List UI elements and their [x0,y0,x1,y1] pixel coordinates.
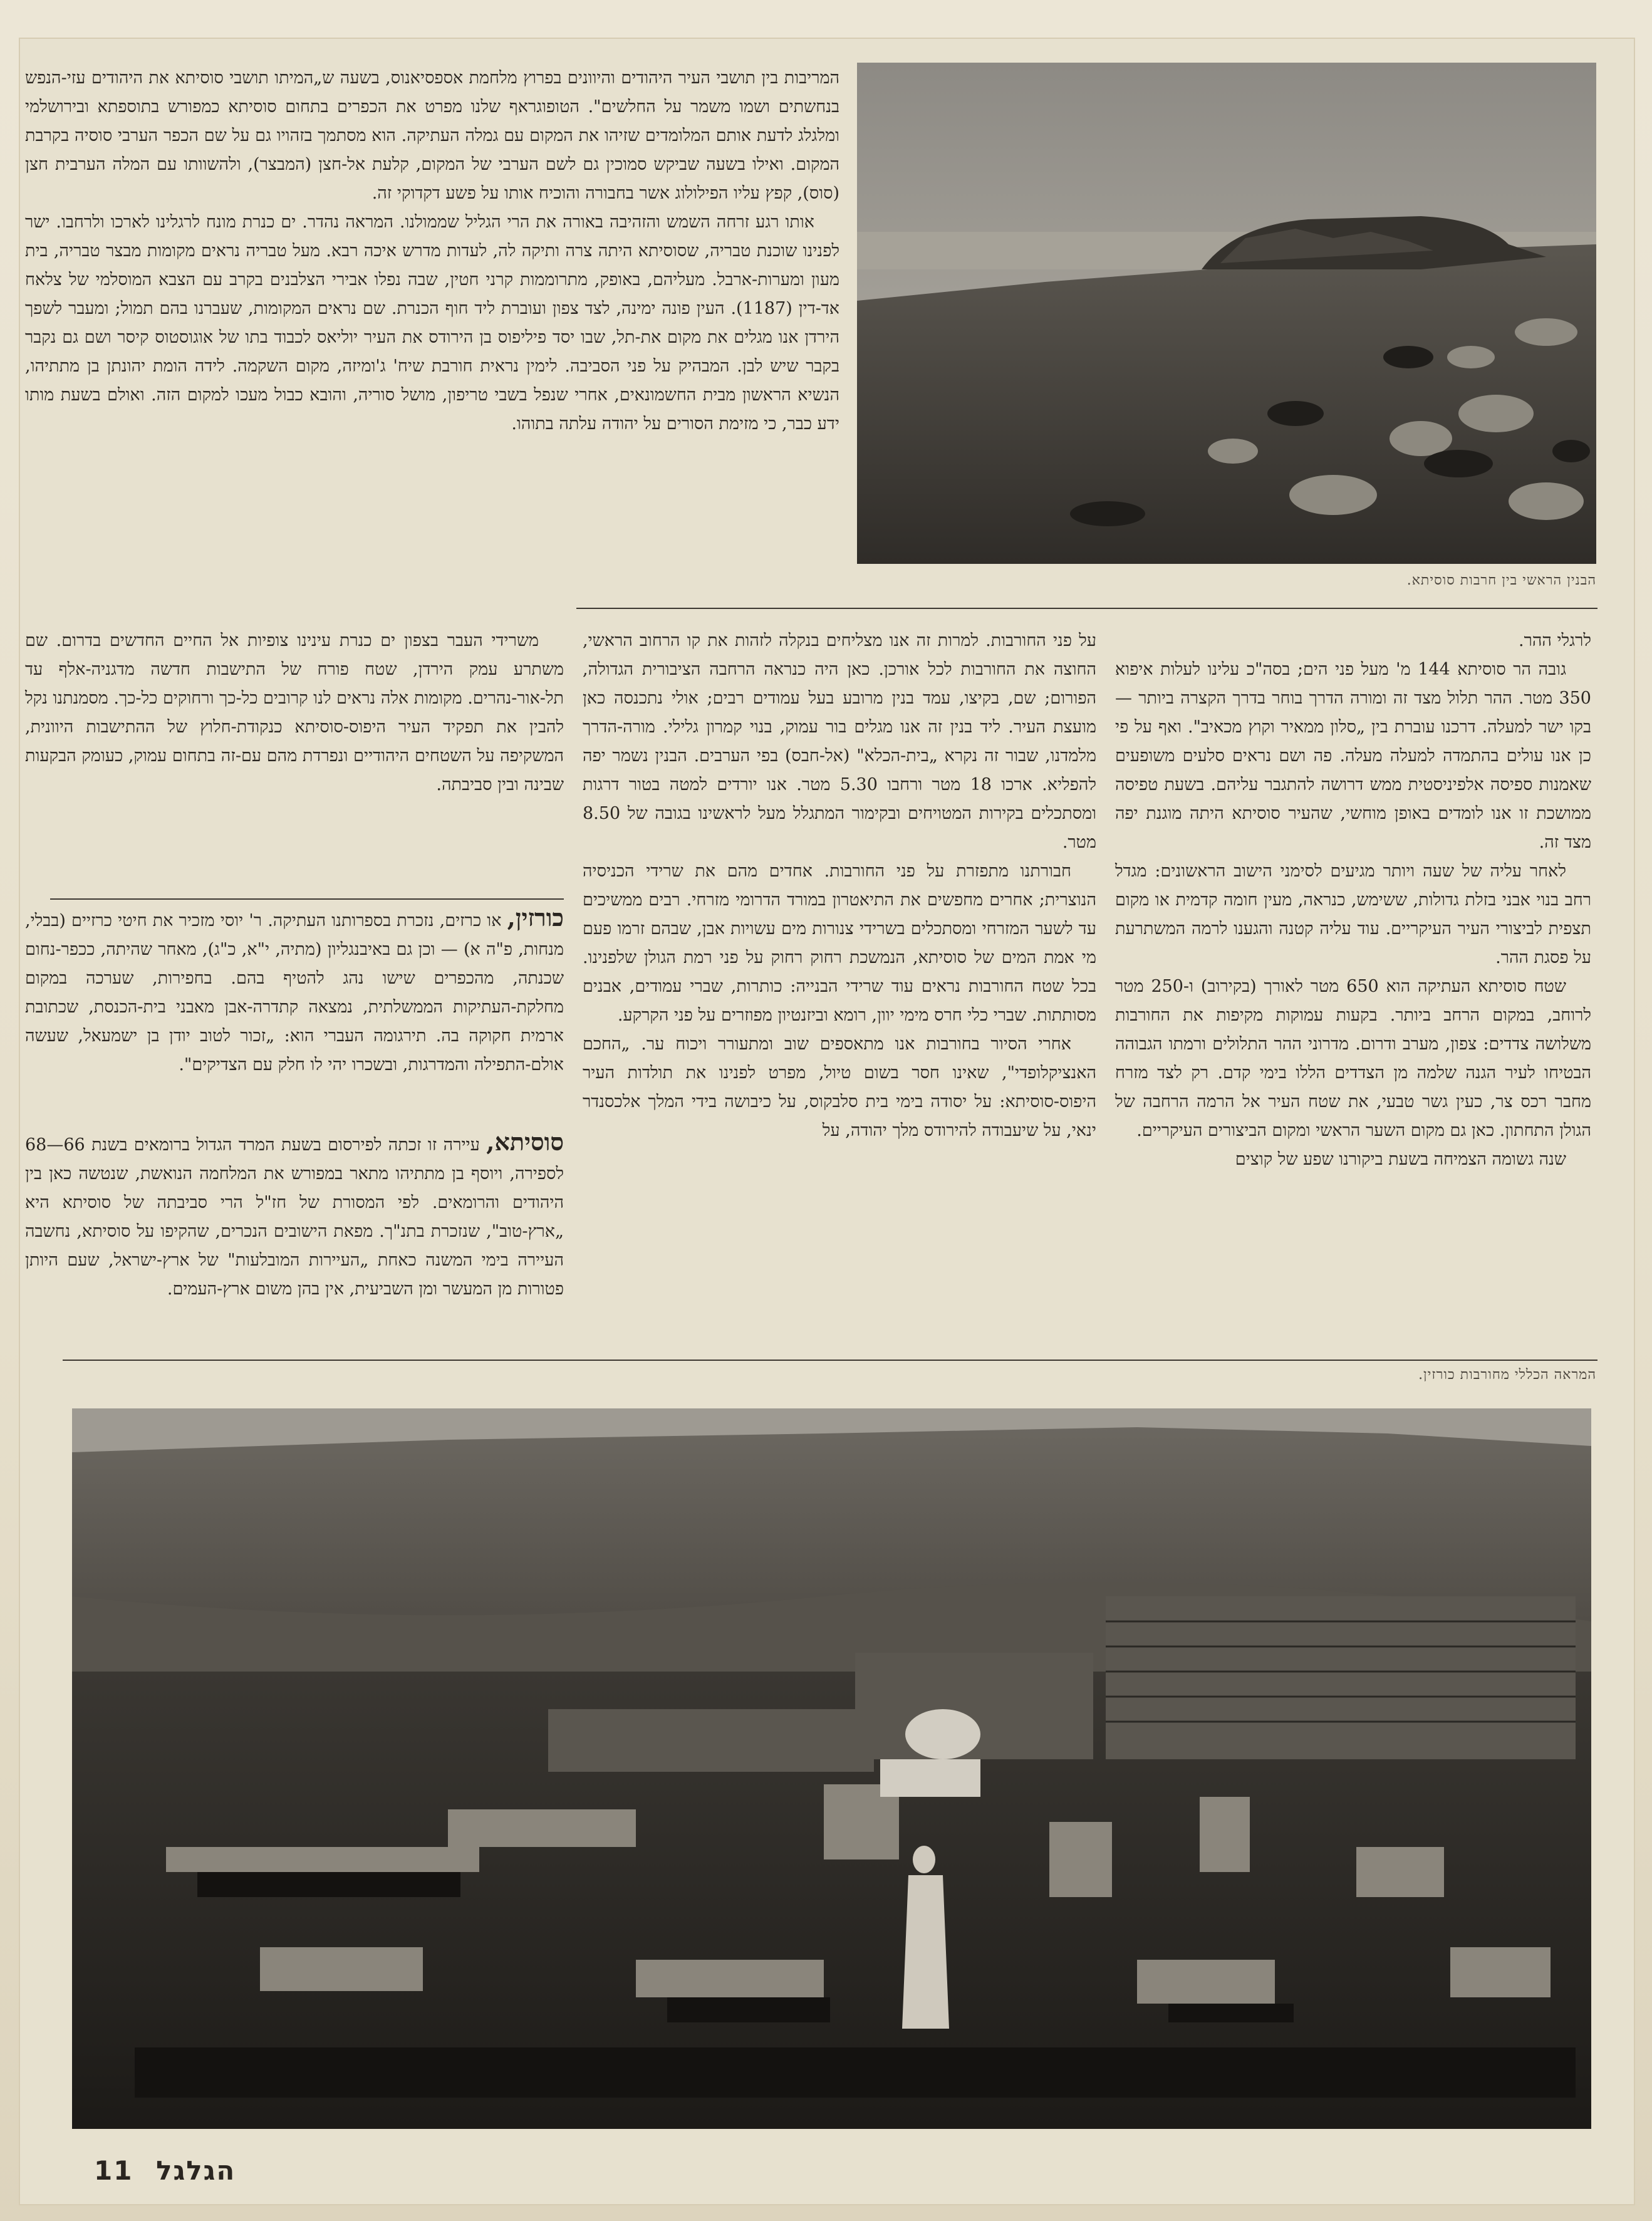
korazin-ruins-photo [72,1408,1591,2129]
page-number: 11 [94,2155,133,2186]
page-folio [94,2155,236,2186]
right-paragraph-3: לאחר עליה של שעה ויותר מגיעים לסימני הישוב הראשונים: מגדל רחב בנוי אבני בזלת גדולות, ששימש, כנראה, מעין חומה קדמית או מקום תצפית לביצורי העיר העיקריים. עוד עליה קטנה והגענו לרמה המשתרעת על פסגת ההר. [1115,861,1591,967]
right-paragraph-4: שטח סוסיתא העתיקה הוא 650 מטר לאורך (בקירוב) ו-250 מטר לרוחב, במקום הרחב ביותר. בקעות עמוקות מקיפות את החורבות משלושה צדדים: צפון, מערב ודרום. מדרוני ההר התלולים ורמתו הגבוהה הבטיחו לעיר הגנה שלמה מן הצדדים הללו בימי קדם. רק לצד מזרח מחבר רכס צר, כעין גשר טבעי, את שטח העיר אל הרמה הרחבה של הגולן התחתון. כאן גם מקום השער הראשי ומקום הביצורים העיקריים. [1115,977,1591,1140]
left-lower-column [25,627,564,902]
susita-title: סוסיתא, [486,1128,564,1156]
middle-paragraph-2: חבורתנו מתפזרת על פני החורבות. אחדים מהם את שרידי הכניסיה הנוצרית; אחרים מחפשים את התיאטרון במורד הדרומי מזרחי. רבים ממשיכים עד לשער המזרחי ומסתכלים בשרידי צנורות מים עשויות אבן, שבהם זרמו פעם מי אמת המים של סוסיתא, הנמשכת רחוק רחוק על פני רמת הגולן שלפנינו. בכל שטח החורבות נראים עוד שרידי הבנייה: כותרות, שברי עמודים, אבנים מסותתות. שברי כלי חרס מימי יוון, רומא וביזנטיון מפוזרים על פני הקרקע. [583,861,1096,1025]
susita-entry [25,1128,564,1341]
susita-ruins-image [857,63,1596,564]
right-paragraph-5: שנה גשומה הצמיחה בשעת ביקורנו שפע של קוצים [1235,1150,1566,1169]
intro-paragraph-2: אותו רגע זרחה השמש והזהיבה באורה את הרי הגליל שממולנו. המראה נהדר. ים כנרת מונח לרגלינו לארכו ולרחבו. ישר לפנינו שוכנת טבריה, שסוסיתא היתה צרה ותיקה לה, לעדות מדרש איכה רבא. מעל טבריה נראים מקומות מבצר טבריה, בית מעון ומערות-ארבל. מעליהם, באופק, מתרוממות קרני חטין, שבה נפלו אבירי הצלבנים בקרב עם הצבא המוסלמי של צלאח אד-דין (1187). העין פונה ימינה, לצד צפון ועוברת ליד חוף הכנרת. שם נראים המקומות, שעברנו בהם תמול; ומעבר לשפך הירדן אנו מגלים את מקום את-תל, שבו יסד פיליפוס בן הירודס את העיר יוליאס לכבוד בתו של אוגוסטוס קיסר ושם גם נקבר בקבר שיש לבן. המבהיק על פני הסביבה. לימין נראית חורבת שיח' ג'ומיזה, מקום השקמה. לידה הומת יהונתן בן מתתיהו, הנשיא הראשון מבית החשמונאים, אחרי שנפל בשבי טריפון, מושל סוריה, והובא כבול מעכו למקום הזה. ואולם בשעת מותו ידע כבר, כי מזימת הסורים על יהודה עלתה בתוהו. [25,212,839,434]
intro-paragraph-1: המריבות בין תושבי העיר היהודים והיוונים בפרוץ מלחמת אספסיאנוס, בשעה ש„המיתו תושבי סוסיתא את היהודים עזי-הנפש בנחשתים ושמו משמר על החלשים". הטופוגראף שלנו מפרט את הכפרים בתחום סוסיתא כמפורש בתוספתא ובירושלמי ומלגלג לדעת אותם המלומדים שזיהו את המקום עם גמלה העתיקה. הוא מסתמך בזהויו גם על שם הכפר הערבי סוסיה בקרבת המקום. ואילו בשעה שביקש סמוכין גם לשם הערבי של המקום, קלעת אל-חצן (המבצר), ולהשוותו עם המלה הערבית חצן (סוס), קפץ עליו הפילולוג אשר בחבורה והוכיח אותו על פשע דקדוקי זה. [25,68,839,203]
susita-text: עיירה זו זכתה לפירסום בשעת המרד הגדול ברומאים בשנת 66—68 לספירה, ויוסף בן מתתיהו מתאר במפורש את המלחמה הנואשת, שנטשה כאן בין היהודים והרומאים. לפי המסורת של חז"ל הרי סביבתה של סוסיתא היא „ארץ-טוב", שנזכרת בתנ"ך. מפאת הישובים הנכרים, שהקיפו על סוסיתא, נחשבה העיירה בימי המשנה כאחת „העיירות המובלעות" של ארץ-ישראל, שעם היותן פטורות מן המעשר ומן השביעית, אין בהן משום ארץ-העמים. [25,1135,564,1299]
right-text-column [1115,627,1591,1341]
korazin-ruins-image [72,1408,1591,2129]
top-rule [576,608,1597,609]
magazine-name: הגלגל [156,2155,236,2186]
bottom-rule [63,1360,1597,1361]
entries-rule [50,898,564,900]
right-paragraph-2: גובה הר סוסיתא 144 מ' מעל פני הים; בסה"כ עלינו לעלות איפוא 350 מטר. ההר תלול מצד זה ומורה הדרך בוחר בדרך הקצרה ביותר — בקו ישר למעלה. דרכנו עוברת בין „סלון ממאיר וקוץ מכאיב". ואף על פי כן אנו עולים בהתמדה למעלה מעלה. פה ושם נראים סלעים משופעים שאמנות ספיסה אלפיניסטית ממש דרושה להתגבר עליהם. בשעת טפיסה ממושכת זו אנו לומדים באופן מוחשי, שהעיר סוסיתא היתה מוגנת יפה מצד זה. [1115,660,1591,852]
middle-paragraph-1: על פני החורבות. למרות זה אנו מצליחים בנקלה לזהות את קו הרחוב הראשי, החוצה את החורבות לכל אורכן. כאן היה כנראה הרחבה הציבורית הגדולה, הפורום; שם, בקיצו, עמד בנין מרובע בעל עמודים רבים; אולי נתכנסה כאן מועצת העיר. ליד בנין זה אנו מגלים בור עמוק, בנוי קמרון גלילי. מורה-הדרך מלמדנו, שבור זה נקרא „בית-הכלא" (אל-חבס) בפי הערבים. הבנין נשמר יפה להפליא. ארכו 18 מטר ורחבו 5.30 מטר. אנו יורדים למטה בטור דרגות ומסתכלים בקירות המטויחים ובקימור המתגלל מעל לראשינו בגובה של 8.50 מטר. [583,631,1096,852]
korazin-text: או כרזים, נזכרת בספרותנו העתיקה. ר' יוסי מזכיר את חיטי כרזיים (בבלי, מנחות, פ"ה א) — וכן גם באיבנגליון (מתיה, י"א, כ"ג), מאחר שהיתה, ככפר-נחום שכנתה, מהכפרים שישו נהג להטיף בהם. בחפירות, שערכה במקום מחלקת-העתיקות הממשלתית, נמצאה קתדרה-אבן מאבני בית-הכנסת, שכתובת ארמית חקוקה בה. תירגומה העברי הוא: „זכור לטוב יודן בן ישמעאל, שעשה אולם-התפילה והמדרגות, ובשכרו יהי לו חלק עם הצדיקים". [25,911,564,1074]
susita-ruins-photo [857,63,1596,564]
korazin-entry [25,903,564,1129]
middle-paragraph-3: אחרי הסיור בחורבות אנו מתאספים שוב ומתעורר ויכוח ער. „החכם האנציקלופדי", שאינו חסר בשום טיול, מפרט לפנינו את תולדות העיר היפוס-סוסיתא: על יסודה בימי בית סלבקוס, על כיבושה בידי המלך אלכסנדר ינאי, על שיעבודה להירודס מלך יהודה, על [583,1034,1096,1140]
middle-text-column [583,627,1096,1341]
right-paragraph-1: לרגלי ההר. [1518,631,1591,650]
intro-text-column [25,64,839,603]
bottom-photo-caption: המראה הכללי מחורבות כורזין. [1418,1367,1596,1383]
top-photo-caption: הבנין הראשי בין חרבות סוסיתא. [1406,573,1596,588]
korazin-title: כורזין, [507,903,564,932]
intro-paragraph-3: משרידי העבר בצפון ים כנרת עינינו צופיות אל החיים החדשים בדרום. שם משתרע עמק הירדן, שטח פורח של התישבות חדשה מדגניה-אלף עד תל-אור-נהרים. מקומות אלה נראים לנו קרובים כל-כך ורחוקים כל-כך. מסמנתנו נקל להבין את תפקיד העיר היפוס-סוסיתא כנקודת-חלוץ של ההתישבות היוונית, המשקיפה על השטחים היהודיים ונפרדת מהם עם-זה בתחום עמוק, כעומק הבקעות שבינה ובין סביבתה. [25,631,564,794]
